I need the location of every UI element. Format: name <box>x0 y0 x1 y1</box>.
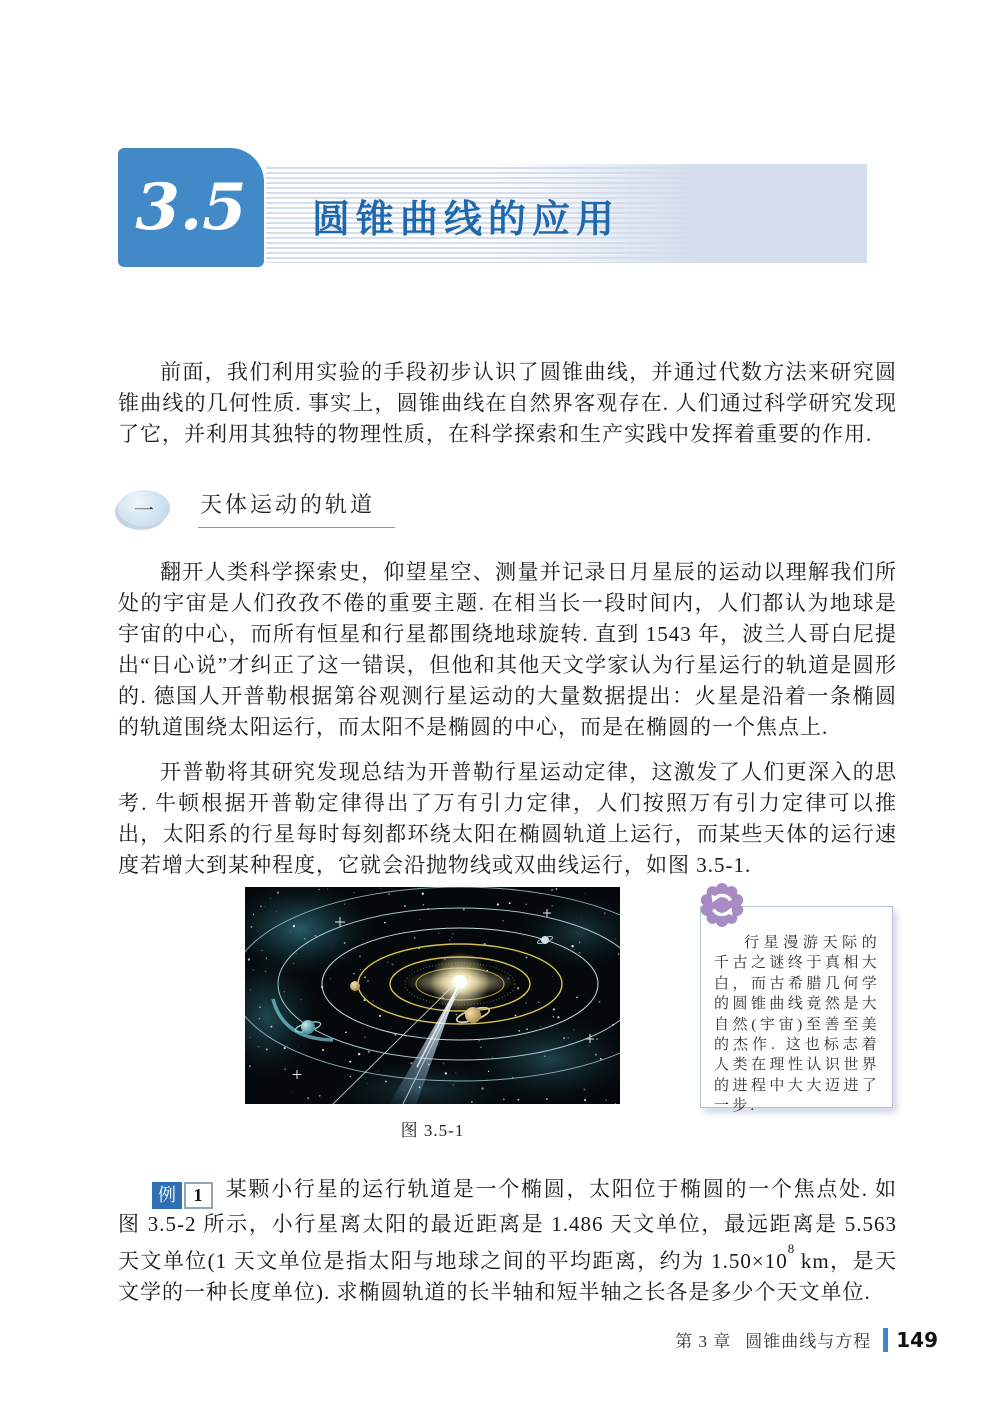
page-title: 圆锥曲线的应用 <box>312 199 621 241</box>
figure-caption: 图 3.5-1 <box>400 1121 465 1140</box>
section-number-box <box>118 148 264 267</box>
example-label-badge: 例 <box>152 1182 182 1209</box>
section-badge-label: 一 <box>134 499 154 522</box>
section-number: 3.5 <box>135 170 247 245</box>
footer-divider-bar <box>883 1328 888 1352</box>
refresh-gear-icon <box>697 880 747 930</box>
example-number-badge: 1 <box>184 1182 213 1209</box>
page-footer <box>118 1327 938 1352</box>
section-heading <box>118 488 897 528</box>
main-content <box>118 357 897 881</box>
footer-page-number: 149 <box>896 1327 938 1352</box>
example-text-part1: 某颗小行星的运行轨道是一个椭圆，太阳位于椭圆的一个焦点处. 如图 3.5-2 所示，小行星离太阳的最近距离是 1.486 天文单位，最远距离是 5.563 天文单位(1 天文单位是指太阳与地球之间的平均距离，约为 1.50×10 <box>118 1177 897 1273</box>
header-banner <box>266 164 867 263</box>
example-text-part2: km，是天文学的一种长度单位). 求椭圆轨道的长半轴和短半轴之长各是多少个天文单位. <box>118 1249 897 1304</box>
margin-note-text: 行星漫游天际的千古之谜终于真相大白，而古希腊几何学的圆锥曲线竟然是大自然(宇宙)至善至美的杰作. 这也标志着人类在理性认识世界的进程中大大迈进了一步. <box>714 935 880 1115</box>
body-paragraph-1: 翻开人类科学探索史，仰望星空、测量并记录日月星辰的运动以理解我们所处的宇宙是人们孜孜不倦的重要主题. 在相当长一段时间内，人们都认为地球是宇宙的中心，而所有恒星和行星都围绕地球旋转. 直到 1543 年，波兰人哥白尼提出“日心说”才纠正了这一错误，但他和其他天文学家认为行星运行的轨道是圆形的. 德国人开普勒根据第谷观测行星运动的大量数据提出：火星是沿着一条椭圆的轨道围绕太阳运行，而太阳不是椭圆的中心，而是在椭圆的一个焦点上. <box>118 560 897 739</box>
small-planet <box>350 981 360 991</box>
example-1-block <box>118 1174 897 1308</box>
section-heading-title: 天体运动的轨道 <box>198 488 395 528</box>
intro-paragraph: 前面，我们利用实验的手段初步认识了圆锥曲线，并通过代数方法来研究圆锥曲线的几何性质. 事实上，圆锥曲线在自然界客观存在. 人们通过科学研究发现了它，并利用其独特的物理性质，在科学探索和生产实践中发挥着重要的作用. <box>118 360 897 446</box>
footer-chapter: 第 3 章 <box>675 1332 732 1351</box>
exponent: 8 <box>787 1241 795 1256</box>
solar-system-illustration <box>245 887 620 1104</box>
body-paragraph-2: 开普勒将其研究发现总结为开普勒行星运动定律，这激发了人们更深入的思考. 牛顿根据开普勒定律得出了万有引力定律，人们按照万有引力定律可以推出，太阳系的行星每时每刻都环绕太阳在椭圆轨道上运行，而某些天体的运行速度若增大到某种程度，它就会沿抛物线或双曲线运行，如图 3.5-1. <box>118 760 897 877</box>
section-badge <box>118 490 170 526</box>
example-paragraph <box>118 1174 897 1308</box>
margin-note-card <box>700 906 893 1115</box>
figure-3-5-1 <box>245 887 620 1104</box>
footer-book-title: 圆锥曲线与方程 <box>745 1332 872 1351</box>
